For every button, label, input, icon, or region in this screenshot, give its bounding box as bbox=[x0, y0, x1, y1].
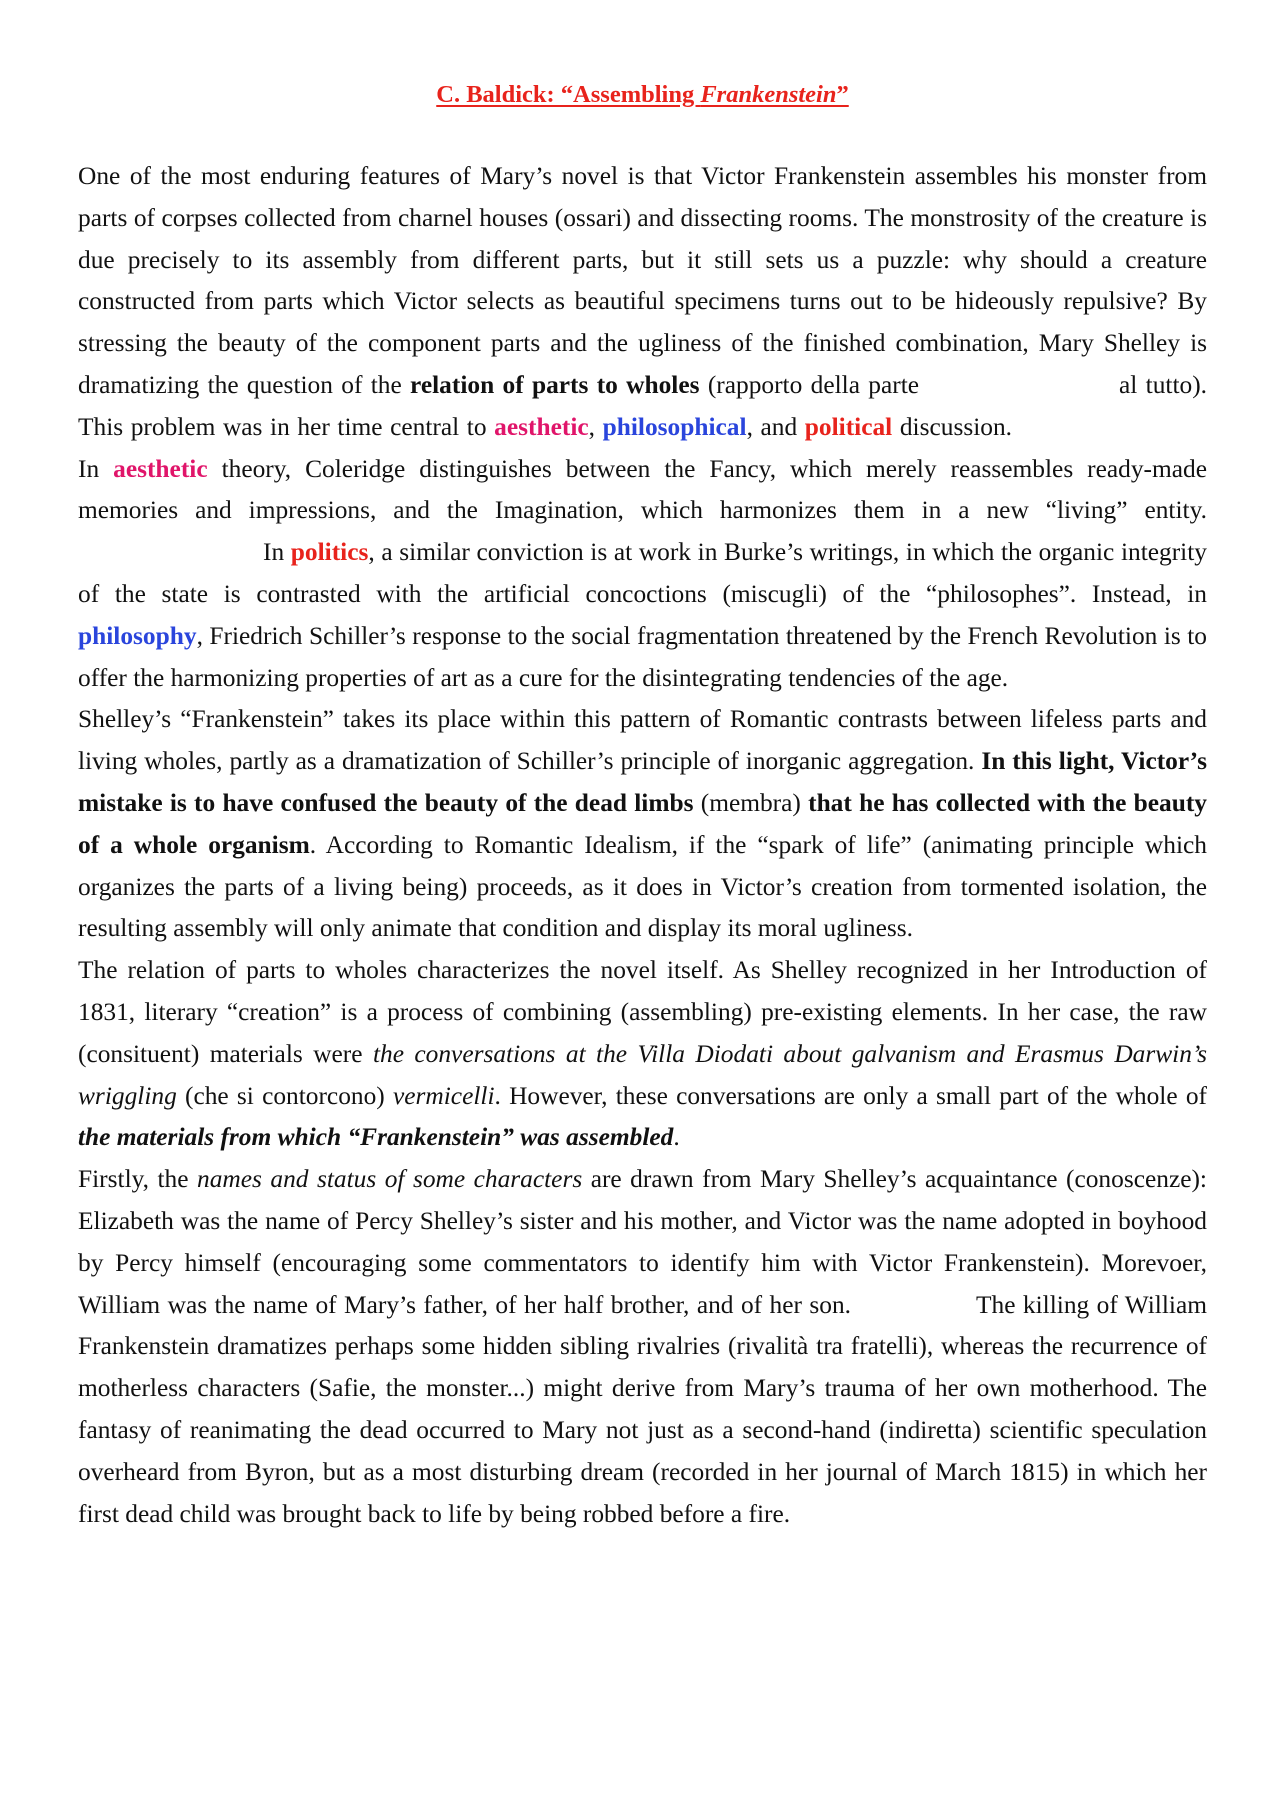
keyword-political: political bbox=[804, 412, 893, 441]
page-title bbox=[78, 78, 1207, 112]
keyword-aesthetic-2: aesthetic bbox=[113, 454, 208, 483]
paragraph-4 bbox=[78, 1159, 1207, 1535]
p4-text-2: are drawn from Mary Shelley’s acquaintance (conoscenze): Elizabeth was the name of Percy Shelley’s sister and his mother, and Victor was the name adopted in boyhood by Percy himself (encouraging some commentators to identify him with Victor Frankenstein). Morevoer, William was the name of Mary’s father, of her half brother, and of her son. bbox=[78, 1165, 1207, 1319]
p2-text-2: (membra) bbox=[693, 788, 809, 817]
p4-text-1: Firstly, the bbox=[78, 1165, 198, 1194]
p3-text-3: . However, these conversations are only a small part of the whole of bbox=[494, 1081, 1207, 1110]
paragraph-3 bbox=[78, 950, 1207, 1159]
title-italic: Frankenstein bbox=[700, 81, 837, 108]
p1-text-6: discussion. bbox=[892, 412, 1013, 441]
p2-text-3: . According to Romantic Idealism, if the “spark of life” (animating principle which organizes the parts of a living being) proceeds, as it does in Victor’s creation from tormented isolation, the resulting assembly will only animate that condition and display its moral ugliness. bbox=[78, 830, 1207, 943]
p1-bold-relation: relation of parts to wholes bbox=[410, 370, 700, 399]
p3-text-1: The relation of parts to wholes characterizes the novel itself. As Shelley recognized in her Introduction of 1831, literary “creation” is a process of combining (assembling) pre-existing elements. In her case, the raw (consituent) materials were bbox=[78, 956, 1207, 1068]
p1-text-9: In bbox=[263, 538, 291, 567]
paragraph-1 bbox=[78, 156, 1207, 699]
p2-bold-2: that he has collected with the beauty of a whole organism bbox=[78, 788, 1208, 859]
keyword-philosophical: philosophical bbox=[602, 412, 747, 441]
p2-bold-1: In this light, Victor’s mistake is to have confused the beauty of the dead limbs bbox=[78, 747, 1207, 817]
p1-text-10: , a similar conviction is at work in Burke’s writings, in which the organic integrity of the state is contrasted with the artificial concoctions (miscugli) of the “philosophes”. Instead, in bbox=[78, 538, 1207, 608]
paragraph-2 bbox=[78, 699, 1207, 950]
p1-text-11: , Friedrich Schiller’s response to the social fragmentation threatened by the French Revolution is to offer the harmonizing properties of art as a cure for the disintegrating tendencies of the age. bbox=[78, 621, 1207, 692]
p3-italic-2: vermicelli bbox=[392, 1081, 495, 1110]
p1-text-1: One of the most enduring features of Mary’s novel is that Victor Frankenstein assembles his monster from parts of corpses collected from charnel houses (ossari) and dissecting rooms. The monstrosity of the creature is due precisely to its assembly from different parts, but it still sets us a puzzle: why should a creature constructed from parts which Victor selects as beautiful specimens turns out to be hideously repulsive? By stressing the beauty of the component parts and the ugliness of the finished combination, Mary Shelley is dramatizing the question of the bbox=[78, 162, 1207, 399]
keyword-politics: politics bbox=[290, 538, 369, 567]
p3-text-2: (che si contorcono) bbox=[176, 1081, 393, 1110]
p1-text-8: theory, Coleridge distinguishes between the Fancy, which merely reassembles ready-made memories and impressions, and the Imagination, which harmonizes them in a new “living” entity. bbox=[78, 454, 1207, 525]
title-prefix: C. Baldick: “Assembling bbox=[436, 81, 701, 108]
p1-text-7: In bbox=[78, 454, 114, 483]
p3-text-4: . bbox=[673, 1123, 680, 1152]
p3-bold-italic: the materials from which “Frankenstein” was assembled bbox=[78, 1123, 674, 1152]
title-suffix: ” bbox=[836, 81, 849, 108]
p1-text-2: (rapporto della parte bbox=[699, 370, 920, 399]
p2-text-1: Shelley’s “Frankenstein” takes its place within this pattern of Romantic contrasts between lifeless parts and living wholes, partly as a dramatization of Schiller’s principle of inorganic aggregation. bbox=[78, 705, 1207, 776]
p4-text-3: The killing of William Frankenstein dramatizes perhaps some hidden sibling rivalries (rivalità tra fratelli), whereas the recurrence of motherless characters (Safie, the monster...) might derive from Mary’s trauma of her own motherhood. The fantasy of reanimating the dead occurred to Mary not just as a second-hand (indiretta) scientific speculation overheard from Byron, but as a most disturbing dream (recorded in her journal of March 1815) in which her first dead child was brought back to life by being robbed before a fire. bbox=[78, 1290, 1207, 1528]
p1-text-3: al tutto). This problem was in her time central to bbox=[78, 370, 1208, 441]
keyword-philosophy: philosophy bbox=[78, 621, 197, 650]
p3-italic-1: the conversations at the Villa Diodati about galvanism and Erasmus Darwin’s wriggling bbox=[78, 1039, 1207, 1110]
p4-italic-1: names and status of some characters bbox=[197, 1165, 583, 1194]
keyword-aesthetic: aesthetic bbox=[494, 412, 589, 441]
p1-text-5: , and bbox=[746, 412, 805, 441]
p1-text-4: , bbox=[588, 412, 603, 441]
